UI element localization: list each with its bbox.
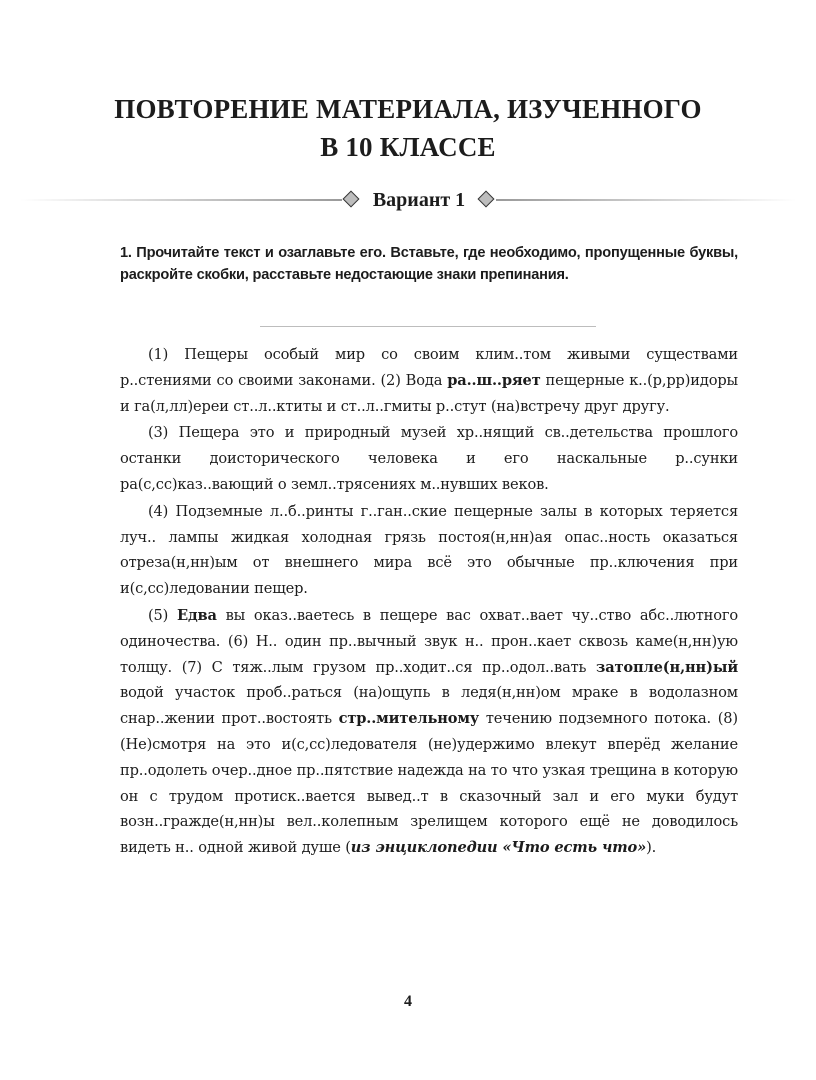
bold-word: ра..ш..ряет <box>447 371 541 389</box>
divider-line-left <box>20 199 342 201</box>
text-run: водой участок проб..раться (на)ощупь в ледя(н,нн)ом мраке в водолазном снар..жении прот..востоять <box>120 684 738 728</box>
bold-word: затопле(н,нн)ый <box>596 658 738 676</box>
divider-line-right <box>496 199 796 201</box>
separator-line <box>260 326 596 327</box>
exercise-text <box>120 342 738 862</box>
paragraph-4 <box>120 603 738 861</box>
paragraph-1 <box>120 342 738 419</box>
paragraph-2: (3) Пещера это и природный музей хр..нящий св..детельства прошлого останки доисторического человека и его наскальные р..сунки ра(с,сс)каз..вающий о земл..трясениях м..нувших веков. <box>120 424 738 493</box>
title-line-1: ПОВТОРЕНИЕ МАТЕРИАЛА, ИЗУЧЕННОГО <box>114 94 702 124</box>
paragraph-3: (4) Подземные л..б..ринты г..ган..ские пещерные залы в которых теряется луч.. лампы жидкая холодная грязь постоя(н,нн)ая опас..ность оказаться отреза(н,нн)ым от внешнего мира всё это обычные пр..ключения при и(с,сс)ледовании пещер. <box>120 502 738 598</box>
text-run: течению подземного потока. (8) (Не)смотря на это и(с,сс)ледователя (не)удержимо влекут вперёд желание пр..одолеть очер..дное пр..пятствие надежда на то что узкая трещина в которую он с трудом протиск..вается вывед..т в сказочный зал и его муки будут возн..гражде(н,нн)ы вел..колепным зрелищем которого ещё не доводилось видеть н.. одной живой душе ( <box>120 710 738 857</box>
page-title <box>0 90 816 166</box>
page-number: 4 <box>404 993 412 1010</box>
bold-word: стр..мительному <box>338 710 480 728</box>
source-citation: из энциклопедии «Что есть что» <box>350 839 647 857</box>
text-run: ). <box>646 839 657 857</box>
bold-word: Едва <box>176 606 217 624</box>
title-line-2: В 10 КЛАССЕ <box>320 132 496 162</box>
diamond-ornament-icon <box>478 191 495 208</box>
variant-label: Вариант 1 <box>372 189 466 211</box>
text-run: (1) Пещеры особый мир со своим клим..том живыми существами р..стениями со своими законами. (2) Вода <box>120 346 738 389</box>
text-run: вы оказ..ваетесь в пещере вас охват..вает чу..ство абс..лютного одиночества. (6) Н.. один пр..вычный звук н.. прон..кает сквозь каме(н,нн)ую толщу. (7) С тяж..лым грузом пр..ходит..ся пр..одол..вать <box>120 606 738 676</box>
task-instruction: 1. Прочитайте текст и озаглавьте его. Вставьте, где необходимо, пропущенные буквы, раскройте скобки, расставьте недостающие знаки препинания. <box>120 245 738 283</box>
diamond-ornament-icon <box>343 191 360 208</box>
text-run: пещерные к..(р,рр)идоры и га(л,лл)ереи ст..л..ктиты и ст..л..гмиты р..стут (на)встречу друг другу. <box>120 371 738 415</box>
text-run: (5) <box>148 606 177 624</box>
variant-header <box>20 186 796 214</box>
